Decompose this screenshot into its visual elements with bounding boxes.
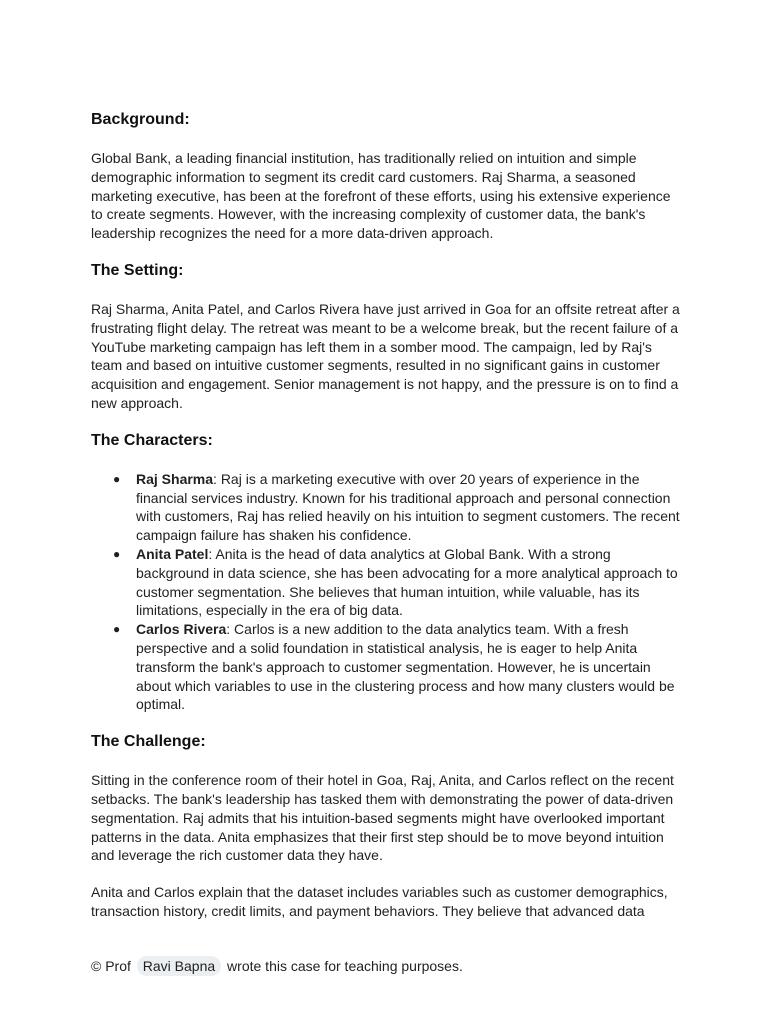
bullet-icon: ●: [113, 471, 121, 486]
characters-heading: The Characters:: [91, 431, 213, 449]
character-description: : Anita is the head of data analytics at Global Bank. With a strong background in data science, she has been advocating for a more analytical approach to customer segmentation. She believes that human intuition, while valuable, has its limitations, especially in the era of big data.: [136, 545, 678, 619]
list-item: [91, 470, 681, 545]
background-heading: Background:: [91, 111, 190, 128]
character-name: Carlos Rivera: [136, 621, 227, 638]
character-name: Raj Sharma: [136, 470, 214, 487]
list-item: [91, 545, 681, 620]
bullet-icon: ●: [113, 546, 121, 561]
challenge-paragraph-2: Anita and Carlos explain that the dataset includes variables such as customer demographics, transaction history, credit limits, and payment behaviors. They believe that advanced data: [91, 884, 668, 919]
setting-heading: The Setting:: [91, 261, 184, 279]
setting-paragraph: Raj Sharma, Anita Patel, and Carlos Rivera have just arrived in Goa for an offsite retreat after a frustrating flight delay. The retreat was meant to be a welcome break, but the recent failure of a YouTube marketing campaign has left them in a somber mood. The campaign, led by Raj's team and based on intuitive customer segments, resulted in no significant gains in customer acquisition and engagement. Senior management is not happy, and the pressure is on to find a new approach.: [91, 300, 680, 411]
background-paragraph: Global Bank, a leading financial institution, has traditionally relied on intuition and simple demographic information to segment its credit card customers. Raj Sharma, a seasoned marketing executive, has been at the forefront of these efforts, using his extensive experience to create segments. However, with the increasing complexity of customer data, the bank's leadership recognizes the need for a more data-driven approach.: [91, 150, 671, 242]
list-item: [91, 620, 681, 714]
characters-list: [91, 470, 681, 714]
challenge-heading: The Challenge:: [91, 733, 206, 751]
setting-section: [91, 261, 681, 413]
document-content: [91, 100, 681, 921]
challenge-paragraph-1: Sitting in the conference room of their hotel in Goa, Raj, Anita, and Carlos reflect on the recent setbacks. The bank's leadership has tasked them with demonstrating the power of data-driven segmentation. Raj admits that his intuition-based segments might have overlooked important patterns in the data. Anita emphasizes that their first step should be to move beyond intuition and leverage the rich customer data they have.: [91, 772, 674, 864]
background-section: [91, 110, 681, 243]
footer-suffix: wrote this case for teaching purposes.: [223, 958, 463, 974]
footer-prefix: © Prof: [91, 958, 135, 974]
character-description: : Raj is a marketing executive with over 20 years of experience in the financial services industry. Known for his traditional approach and personal connection with customers, Raj has relied heavily on his intuition to segment customers. The recent campaign failure has shaken his confidence.: [136, 470, 680, 544]
footer-credit: [91, 956, 463, 976]
characters-section: [91, 431, 681, 714]
bullet-icon: ●: [113, 622, 121, 637]
character-description: : Carlos is a new addition to the data analytics team. With a fresh perspective and a solid foundation in statistical analysis, he is eager to help Anita transform the bank's approach to customer segmentation. However, he is uncertain about which variables to use in the clustering process and how many clusters would be optimal.: [136, 621, 675, 713]
character-name: Anita Patel: [136, 545, 209, 562]
author-chip[interactable]: Ravi Bapna: [137, 956, 221, 976]
challenge-section: [91, 732, 681, 921]
